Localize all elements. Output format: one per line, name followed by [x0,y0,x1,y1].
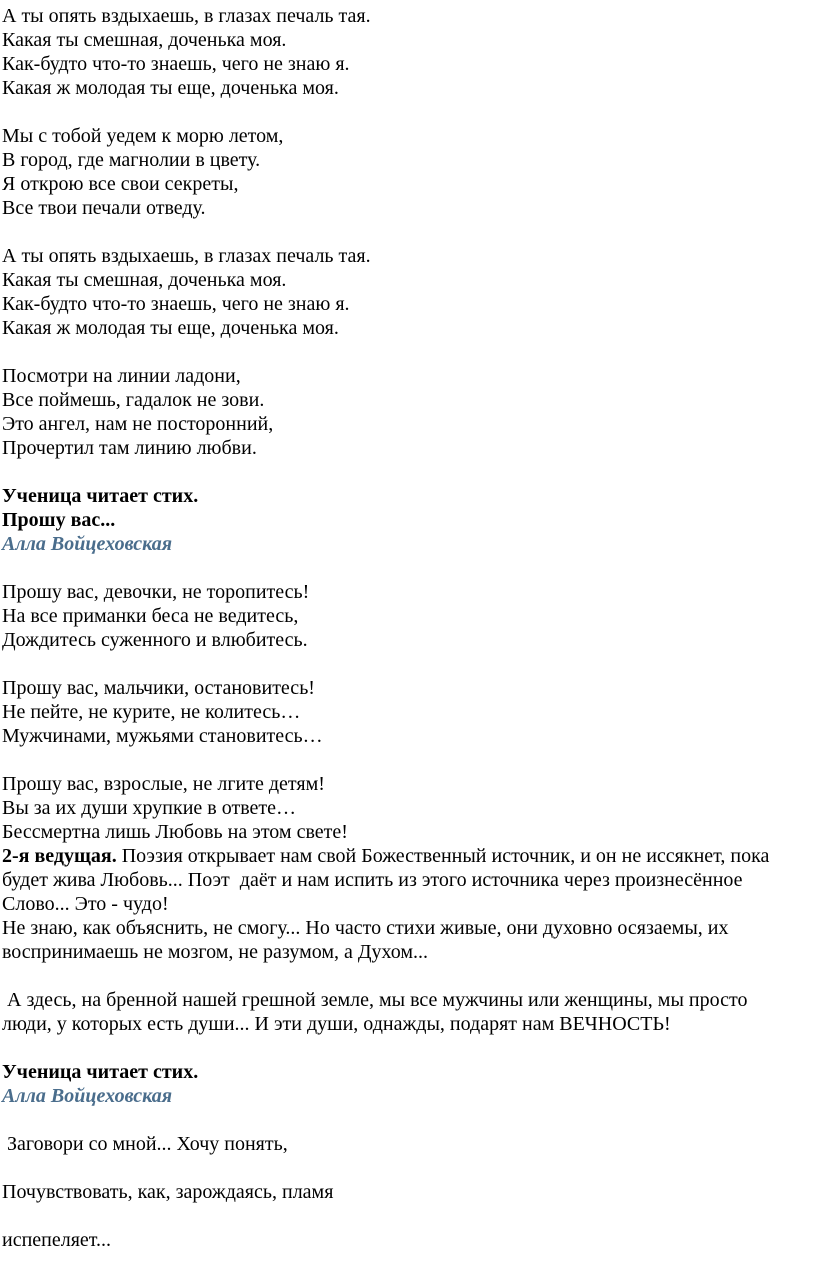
section-header-2 [2,1060,816,1108]
blank-line [2,1036,816,1060]
host-paragraph-line: Не знаю, как объяснить, не смогу... Но часто стихи живые, они духовно осязаемы, их [2,917,729,939]
blank-line [2,1108,816,1132]
host-paragraph-line [2,844,816,868]
stanza-1 [2,4,816,100]
verse-line: В город, где магнолии в цвету. [2,149,261,171]
blank-line [2,652,816,676]
section-heading: Ученица читает стих. [2,1061,199,1083]
poem2-stanza-3 [2,772,816,844]
verse-line: Вы за их души хрупкие в ответе… [2,797,297,819]
verse-line: Все поймешь, гадалок не зови. [2,389,265,411]
poem3 [2,1132,816,1252]
verse-line: Как-будто что-то знаешь, чего не знаю я. [2,53,350,75]
verse-line: Посмотри на линии ладони, [2,365,241,387]
verse-line: Все твои печали отведу. [2,197,206,219]
verse-line: Прошу вас, взрослые, не лгите детям! [2,773,325,795]
poem-author: Алла Войцеховская [2,1085,173,1107]
blank-line [2,340,816,364]
host-paragraph-line: А здесь, на бренной нашей грешной земле, мы все мужчины или женщины, мы просто [2,989,748,1011]
verse-line: Не пейте, не курите, не колитесь… [2,701,301,723]
stanza-2 [2,124,816,220]
host-speech [2,844,816,1036]
host-paragraph-line: воспринимаешь не мозгом, не разумом, а Духом... [2,941,429,963]
stanza-3 [2,244,816,340]
verse-line: Прошу вас, мальчики, остановитесь! [2,677,315,699]
verse-line: Мужчинами, мужьями становитесь… [2,725,323,747]
verse-line: Бессмертна лишь Любовь на этом свете! [2,821,348,843]
blank-line [2,556,816,580]
verse-line: Мы с тобой уедем к морю летом, [2,125,284,147]
verse-line: Я открою все свои секреты, [2,173,239,195]
verse-line: Какая ты смешная, доченька моя. [2,269,287,291]
verse-line: Прочертил там линию любви. [2,437,257,459]
blank-line [2,964,816,988]
poem2-stanza-1 [2,580,816,652]
poem-title: Прошу вас... [2,509,116,531]
verse-line: Это ангел, нам не посторонний, [2,413,274,435]
section-heading: Ученица читает стих. [2,485,199,507]
verse-line: Дождитесь суженного и влюбитесь. [2,629,308,651]
verse-line: Какая ты смешная, доченька моя. [2,29,287,51]
poem2-stanza-2 [2,676,816,748]
host-text: Поэзия открывает нам свой Божественный источник, и он не иссякнет, пока [116,845,770,867]
verse-line: На все приманки беса не ведитесь, [2,605,299,627]
blank-line [2,220,816,244]
blank-line [2,1156,816,1180]
poem-author: Алла Войцеховская [2,533,173,555]
host-paragraph-line: Слово... Это - чудо! [2,893,169,915]
blank-line [2,100,816,124]
verse-line: Как-будто что-то знаешь, чего не знаю я. [2,293,350,315]
section-header-1 [2,484,816,556]
verse-line: Почувствовать, как, зарождаясь, пламя [2,1181,334,1203]
stanza-4 [2,364,816,460]
verse-line: испепеляет... [2,1229,112,1251]
blank-line [2,1204,816,1228]
verse-line: А ты опять вздыхаешь, в глазах печаль тая. [2,5,371,27]
host-label: 2-я ведущая. [2,845,117,867]
host-paragraph-line: люди, у которых есть души... И эти души, однажды, подарят нам ВЕЧНОСТЬ! [2,1013,671,1035]
blank-line [2,748,816,772]
verse-line: А ты опять вздыхаешь, в глазах печаль тая. [2,245,371,267]
verse-line: Прошу вас, девочки, не торопитесь! [2,581,310,603]
verse-line: Какая ж молодая ты еще, доченька моя. [2,77,339,99]
blank-line [2,460,816,484]
verse-line: Какая ж молодая ты еще, доченька моя. [2,317,339,339]
verse-line: Заговори со мной... Хочу понять, [2,1133,288,1155]
host-paragraph-line: будет жива Любовь... Поэт даёт и нам испить из этого источника через произнесённое [2,869,743,891]
